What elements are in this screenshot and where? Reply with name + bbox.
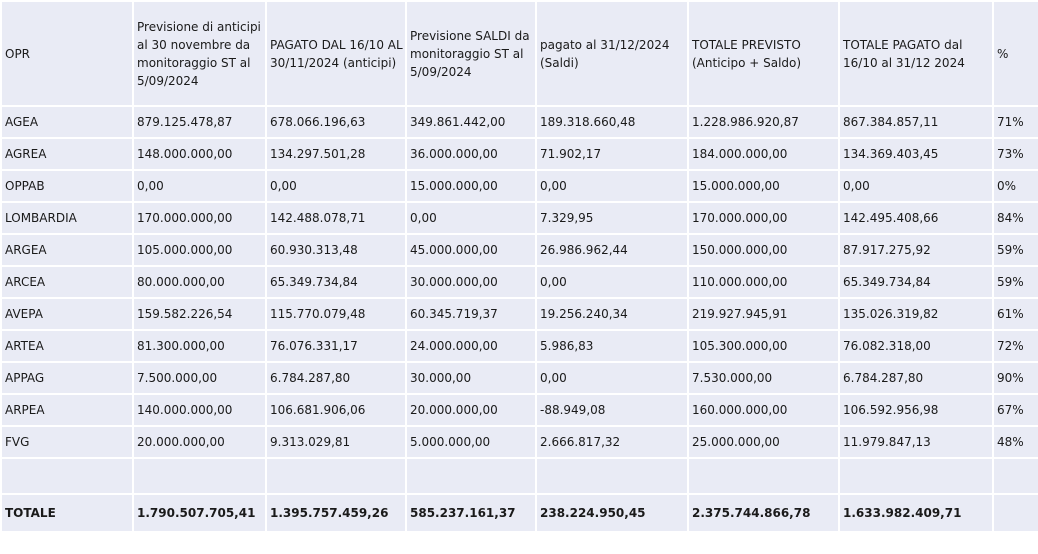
cell-previsione-saldi: 45.000.000,00 [406,234,536,266]
cell-pagato-saldi: 5.986,83 [536,330,688,362]
table-row [1,106,1038,138]
empty-cell [993,458,1038,494]
cell-opr: ARTEA [1,330,133,362]
cell-pagato-anticipi: 115.770.079,48 [266,298,406,330]
total-previsione-saldi: 585.237.161,37 [406,494,536,532]
total-totale-previsto: 2.375.744.866,78 [688,494,839,532]
cell-totale-previsto: 7.530.000,00 [688,362,839,394]
cell-pagato-anticipi: 678.066.196,63 [266,106,406,138]
total-pagato-saldi: 238.224.950,45 [536,494,688,532]
table-row [1,298,1038,330]
cell-pagato-saldi: 0,00 [536,362,688,394]
table-row [1,394,1038,426]
table-row [1,426,1038,458]
cell-pagato-saldi: 19.256.240,34 [536,298,688,330]
cell-opr: FVG [1,426,133,458]
cell-totale-previsto: 15.000.000,00 [688,170,839,202]
cell-previsione-saldi: 30.000,00 [406,362,536,394]
table-row [1,170,1038,202]
empty-cell [688,458,839,494]
cell-totale-previsto: 150.000.000,00 [688,234,839,266]
cell-pagato-saldi: 0,00 [536,170,688,202]
cell-previsione-saldi: 0,00 [406,202,536,234]
cell-opr: AVEPA [1,298,133,330]
cell-previsione-saldi: 15.000.000,00 [406,170,536,202]
empty-cell [1,458,133,494]
cell-totale-pagato: 135.026.319,82 [839,298,993,330]
header-opr: OPR [1,1,133,106]
cell-previsione-anticipi: 148.000.000,00 [133,138,266,170]
cell-totale-previsto: 170.000.000,00 [688,202,839,234]
cell-percent: 67% [993,394,1038,426]
cell-previsione-saldi: 20.000.000,00 [406,394,536,426]
total-previsione-anticipi: 1.790.507.705,41 [133,494,266,532]
cell-totale-previsto: 25.000.000,00 [688,426,839,458]
cell-previsione-anticipi: 170.000.000,00 [133,202,266,234]
empty-cell [133,458,266,494]
cell-totale-previsto: 160.000.000,00 [688,394,839,426]
table-row [1,234,1038,266]
cell-previsione-anticipi: 140.000.000,00 [133,394,266,426]
cell-previsione-saldi: 36.000.000,00 [406,138,536,170]
cell-pagato-saldi: 7.329,95 [536,202,688,234]
cell-previsione-anticipi: 7.500.000,00 [133,362,266,394]
cell-previsione-anticipi: 105.000.000,00 [133,234,266,266]
header-pagato-anticipi: PAGATO DAL 16/10 AL 30/11/2024 (anticipi) [266,1,406,106]
cell-totale-previsto: 105.300.000,00 [688,330,839,362]
cell-percent: 90% [993,362,1038,394]
cell-opr: AGEA [1,106,133,138]
cell-totale-pagato: 106.592.956,98 [839,394,993,426]
cell-pagato-anticipi: 76.076.331,17 [266,330,406,362]
cell-totale-pagato: 76.082.318,00 [839,330,993,362]
header-previsione-anticipi: Previsione di anticipi al 30 novembre da monitoraggio ST al 5/09/2024 [133,1,266,106]
cell-totale-previsto: 219.927.945,91 [688,298,839,330]
cell-previsione-saldi: 30.000.000,00 [406,266,536,298]
cell-percent: 59% [993,234,1038,266]
cell-previsione-anticipi: 80.000.000,00 [133,266,266,298]
cell-previsione-anticipi: 879.125.478,87 [133,106,266,138]
cell-percent: 59% [993,266,1038,298]
cell-totale-previsto: 110.000.000,00 [688,266,839,298]
cell-totale-pagato: 867.384.857,11 [839,106,993,138]
cell-totale-pagato: 87.917.275,92 [839,234,993,266]
cell-totale-pagato: 142.495.408,66 [839,202,993,234]
total-pagato-anticipi: 1.395.757.459,26 [266,494,406,532]
cell-percent: 71% [993,106,1038,138]
cell-opr: LOMBARDIA [1,202,133,234]
cell-pagato-anticipi: 142.488.078,71 [266,202,406,234]
total-percent [993,494,1038,532]
header-percent: % [993,1,1038,106]
cell-totale-pagato: 11.979.847,13 [839,426,993,458]
cell-pagato-saldi: 71.902,17 [536,138,688,170]
cell-pagato-saldi: 26.986.962,44 [536,234,688,266]
cell-pagato-anticipi: 9.313.029,81 [266,426,406,458]
cell-pagato-saldi: 189.318.660,48 [536,106,688,138]
cell-previsione-anticipi: 20.000.000,00 [133,426,266,458]
cell-totale-pagato: 0,00 [839,170,993,202]
cell-opr: ARCEA [1,266,133,298]
table-row [1,202,1038,234]
cell-previsione-anticipi: 159.582.226,54 [133,298,266,330]
cell-percent: 73% [993,138,1038,170]
total-row [1,494,1038,532]
cell-opr: ARPEA [1,394,133,426]
table-row [1,362,1038,394]
cell-previsione-anticipi: 81.300.000,00 [133,330,266,362]
cell-totale-pagato: 134.369.403,45 [839,138,993,170]
cell-pagato-saldi: 0,00 [536,266,688,298]
empty-cell [406,458,536,494]
table-row [1,138,1038,170]
cell-opr: ARGEA [1,234,133,266]
cell-opr: APPAG [1,362,133,394]
empty-cell [266,458,406,494]
total-totale-pagato: 1.633.982.409,71 [839,494,993,532]
table-row [1,330,1038,362]
cell-pagato-saldi: -88.949,08 [536,394,688,426]
header-row [1,1,1038,106]
cell-percent: 0% [993,170,1038,202]
cell-percent: 72% [993,330,1038,362]
cell-opr: AGREA [1,138,133,170]
empty-cell [536,458,688,494]
empty-cell [839,458,993,494]
cell-pagato-anticipi: 106.681.906,06 [266,394,406,426]
cell-pagato-anticipi: 6.784.287,80 [266,362,406,394]
cell-pagato-anticipi: 60.930.313,48 [266,234,406,266]
cell-percent: 48% [993,426,1038,458]
cell-percent: 61% [993,298,1038,330]
table-row [1,266,1038,298]
cell-totale-previsto: 1.228.986.920,87 [688,106,839,138]
cell-opr: OPPAB [1,170,133,202]
cell-pagato-anticipi: 0,00 [266,170,406,202]
cell-pagato-saldi: 2.666.817,32 [536,426,688,458]
cell-totale-pagato: 65.349.734,84 [839,266,993,298]
cell-previsione-saldi: 5.000.000,00 [406,426,536,458]
header-pagato-saldi: pagato al 31/12/2024 (Saldi) [536,1,688,106]
cell-percent: 84% [993,202,1038,234]
cell-pagato-anticipi: 134.297.501,28 [266,138,406,170]
cell-previsione-saldi: 24.000.000,00 [406,330,536,362]
cell-previsione-anticipi: 0,00 [133,170,266,202]
header-previsione-saldi: Previsione SALDI da monitoraggio ST al 5/09/2024 [406,1,536,106]
cell-totale-pagato: 6.784.287,80 [839,362,993,394]
header-totale-pagato: TOTALE PAGATO dal 16/10 al 31/12 2024 [839,1,993,106]
blank-row [1,458,1038,494]
cell-previsione-saldi: 60.345.719,37 [406,298,536,330]
header-totale-previsto: TOTALE PREVISTO (Anticipo + Saldo) [688,1,839,106]
cell-previsione-saldi: 349.861.442,00 [406,106,536,138]
cell-pagato-anticipi: 65.349.734,84 [266,266,406,298]
cell-totale-previsto: 184.000.000,00 [688,138,839,170]
total-label: TOTALE [1,494,133,532]
